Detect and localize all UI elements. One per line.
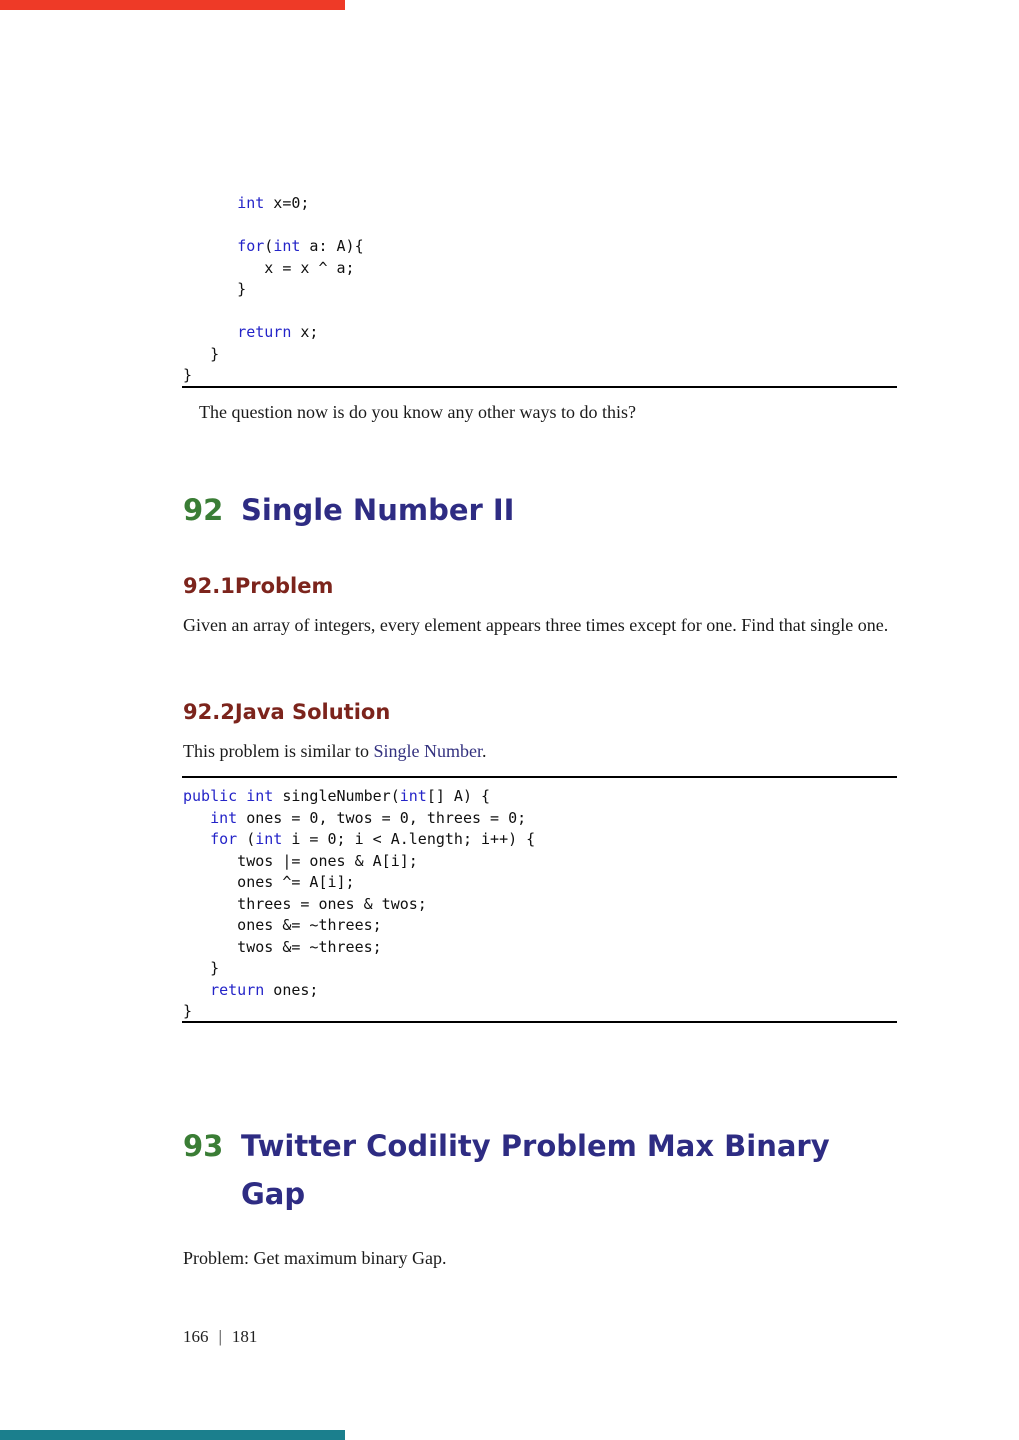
code-line: threes = ones & twos; [183, 894, 427, 913]
similar-paragraph [183, 738, 487, 764]
question-paragraph: The question now is do you know any other ways to do this? [199, 402, 636, 422]
code-line: ones ^= A[i]; [183, 873, 355, 891]
subsection-heading-92-2 [183, 700, 390, 725]
section-number: 92 [183, 493, 224, 527]
code-line: public int singleNumber(int[] A) { [183, 787, 491, 805]
code-line: twos &= ~threes; [183, 937, 382, 956]
code-block-main [183, 786, 535, 1023]
code-rule-3 [182, 1021, 897, 1023]
code-line: for(int a: A){ [237, 237, 364, 255]
subsection-number: 92.2 [183, 700, 235, 724]
code-line: ones &= ~threes; [183, 916, 382, 934]
code-rule-1 [182, 386, 897, 388]
page-number: 166 [183, 1327, 209, 1346]
code-line: } [183, 280, 247, 298]
code-line: } [183, 1002, 193, 1020]
single-number-link[interactable]: Single Number [373, 741, 482, 761]
code-line: } [183, 959, 220, 977]
problem-paragraph: Given an array of integers, every element appears three times except for one. Find that single one. [183, 615, 889, 635]
page-footer [183, 1327, 257, 1347]
section-number: 93 [183, 1129, 224, 1163]
code-line: int ones = 0, twos = 0, threes = 0; [210, 808, 527, 827]
section-title: Twitter Codility Problem Max Binary Gap [241, 1129, 830, 1211]
code-line: } [183, 366, 193, 384]
gap-paragraph: Problem: Get maximum binary Gap. [183, 1248, 447, 1268]
page-total: 181 [231, 1327, 258, 1346]
section-heading-92 [183, 486, 514, 534]
code-line: } [183, 344, 220, 363]
similar-prefix: This problem is similar to [183, 741, 374, 761]
code-line: twos |= ones & A[i]; [183, 851, 418, 870]
subsection-title: Java Solution [234, 700, 391, 724]
code-rule-2 [182, 776, 897, 778]
code-line [183, 301, 364, 323]
subsection-heading-92-1 [183, 574, 333, 599]
subsection-title: Problem [234, 574, 334, 598]
subsection-number: 92.1 [183, 574, 235, 598]
code-line: int x=0; [237, 194, 310, 212]
code-block-top [183, 193, 364, 387]
footer-separator: | [218, 1327, 222, 1346]
page-bottom-edge-bar [0, 1430, 345, 1440]
section-title: Single Number II [241, 493, 515, 527]
code-line: x = x ^ a; [183, 258, 355, 277]
similar-suffix: . [482, 741, 487, 761]
code-line [183, 215, 364, 237]
page-top-edge-bar [0, 0, 345, 10]
code-line: return x; [237, 323, 319, 341]
code-line: return ones; [210, 980, 319, 999]
code-line: for (int i = 0; i < A.length; i++) { [210, 830, 536, 848]
section-heading-93 [183, 1122, 871, 1218]
